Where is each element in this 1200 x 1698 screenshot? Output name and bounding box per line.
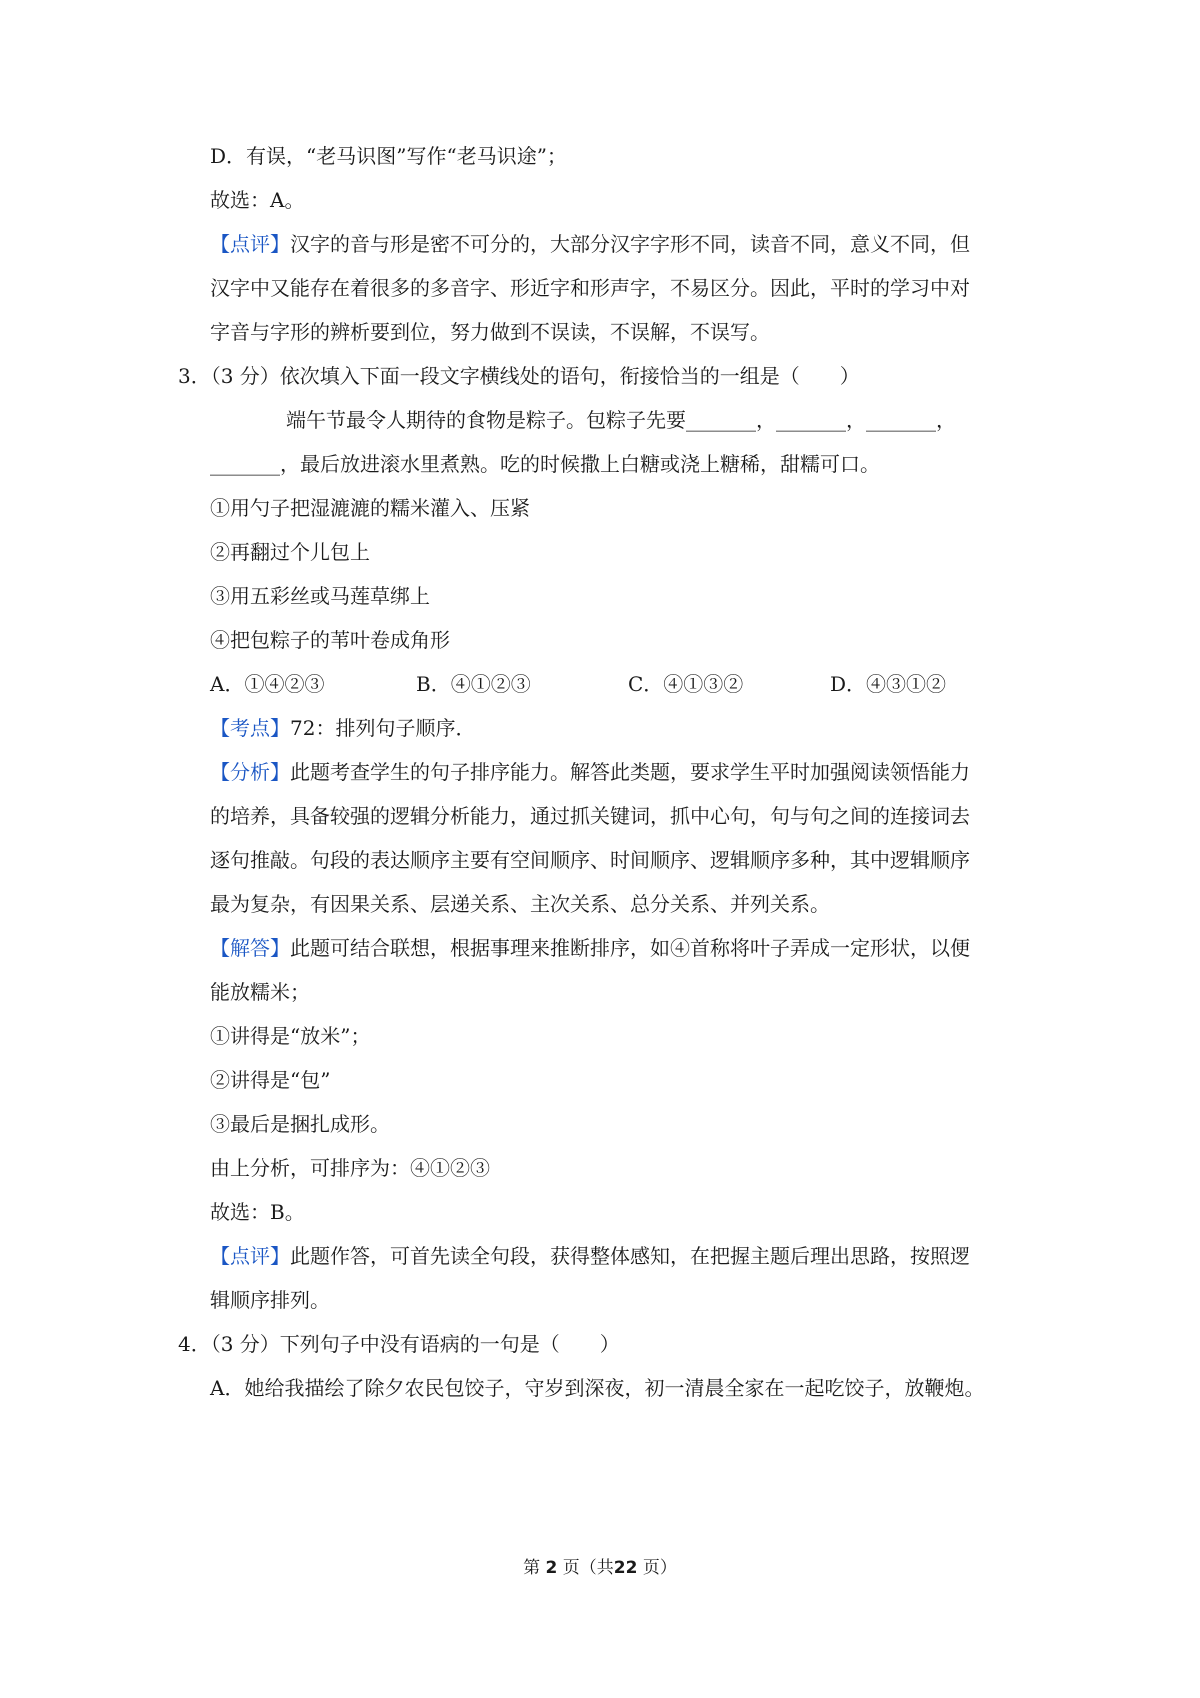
footer-suffix: 页）	[642, 1558, 677, 1578]
analysis-tag: 【分析】	[210, 760, 290, 784]
comment-line-3: 字音与字形的辨析要到位，努力做到不误读，不误解，不误写。	[210, 320, 770, 344]
question-4-title: 4．（3 分）下列句子中没有语病的一句是（ ）	[178, 1332, 620, 1356]
question-3-title: 3．（3 分）依次填入下面一段文字横线处的语句，衔接恰当的一组是（ ）	[178, 364, 860, 388]
comment-line-1	[210, 229, 970, 259]
sentence-4: ④把包粽子的苇叶卷成角形	[210, 628, 450, 652]
question-3-passage-2: _______，最后放进滚水里煮熟。吃的时候撒上白糖或浇上糖稀，甜糯可口。	[210, 452, 880, 476]
kaodian-text: 72：排列句子顺序．	[290, 716, 476, 740]
review-tag: 【点评】	[210, 1244, 290, 1268]
comment-line-2: 汉字中又能存在着很多的多音字、形近字和形声字，不易区分。因此，平时的学习中对	[210, 276, 970, 300]
solution-text: 此题可结合联想，根据事理来推断排序，如④首称将叶子弄成一定形状，以便	[290, 936, 970, 960]
kaodian-line	[210, 713, 475, 743]
option-a: A．①④②③	[210, 672, 325, 696]
solution-tag: 【解答】	[210, 936, 290, 960]
page-footer	[0, 1556, 1200, 1580]
comment-tag: 【点评】	[210, 232, 290, 256]
footer-prefix: 第	[523, 1558, 541, 1578]
solution-line-3: ①讲得是“放米”；	[210, 1024, 371, 1048]
footer-middle: 页（共	[562, 1558, 614, 1578]
analysis-line-2: 的培养，具备较强的逻辑分析能力，通过抓关键词，抓中心句，句与句之间的连接词去	[210, 804, 970, 828]
choice-line: 故选：A。	[210, 188, 305, 212]
options-row	[210, 669, 946, 699]
solution-line-1	[210, 933, 970, 963]
analysis-line-4: 最为复杂，有因果关系、层递关系、主次关系、总分关系、并列关系。	[210, 892, 830, 916]
kaodian-tag: 【考点】	[210, 716, 290, 740]
option-c: C．④①③②	[628, 672, 744, 696]
solution-choice: 故选：B。	[210, 1200, 305, 1224]
question-4-option-a: A．她给我描绘了除夕农民包饺子，守岁到深夜，初一清晨全家在一起吃饺子，放鞭炮。	[210, 1376, 985, 1400]
solution-line-6: 由上分析，可排序为：④①②③	[210, 1156, 490, 1180]
solution-line-5: ③最后是捆扎成形。	[210, 1112, 390, 1136]
option-b: B．④①②③	[416, 672, 531, 696]
footer-page-number: 2	[545, 1558, 558, 1578]
review-line-2: 辑顺序排列。	[210, 1288, 330, 1312]
footer-total-pages: 22	[613, 1558, 638, 1578]
sentence-3: ③用五彩丝或马莲草绑上	[210, 584, 430, 608]
sentence-1: ①用勺子把湿漉漉的糯米灌入、压紧	[210, 496, 530, 520]
analysis-line-3: 逐句推敲。句段的表达顺序主要有空间顺序、时间顺序、逻辑顺序多种，其中逻辑顺序	[210, 848, 970, 872]
comment-text: 汉字的音与形是密不可分的，大部分汉字字形不同，读音不同，意义不同，但	[290, 232, 970, 256]
analysis-text: 此题考查学生的句子排序能力。解答此类题，要求学生平时加强阅读领悟能力	[290, 760, 970, 784]
question-3-passage-1: 端午节最令人期待的食物是粽子。包粽子先要_______，_______，_______，	[286, 408, 956, 432]
sentence-2: ②再翻过个儿包上	[210, 540, 370, 564]
solution-line-2: 能放糯米；	[210, 980, 310, 1004]
review-line-1	[210, 1241, 970, 1271]
answer-d-line: D．有误，“老马识图”写作“老马识途”；	[210, 144, 567, 168]
option-d: D．④③①②	[830, 672, 947, 696]
analysis-line-1	[210, 757, 970, 787]
solution-line-4: ②讲得是“包”	[210, 1068, 331, 1092]
review-text: 此题作答，可首先读全句段，获得整体感知，在把握主题后理出思路，按照逻	[290, 1244, 970, 1268]
